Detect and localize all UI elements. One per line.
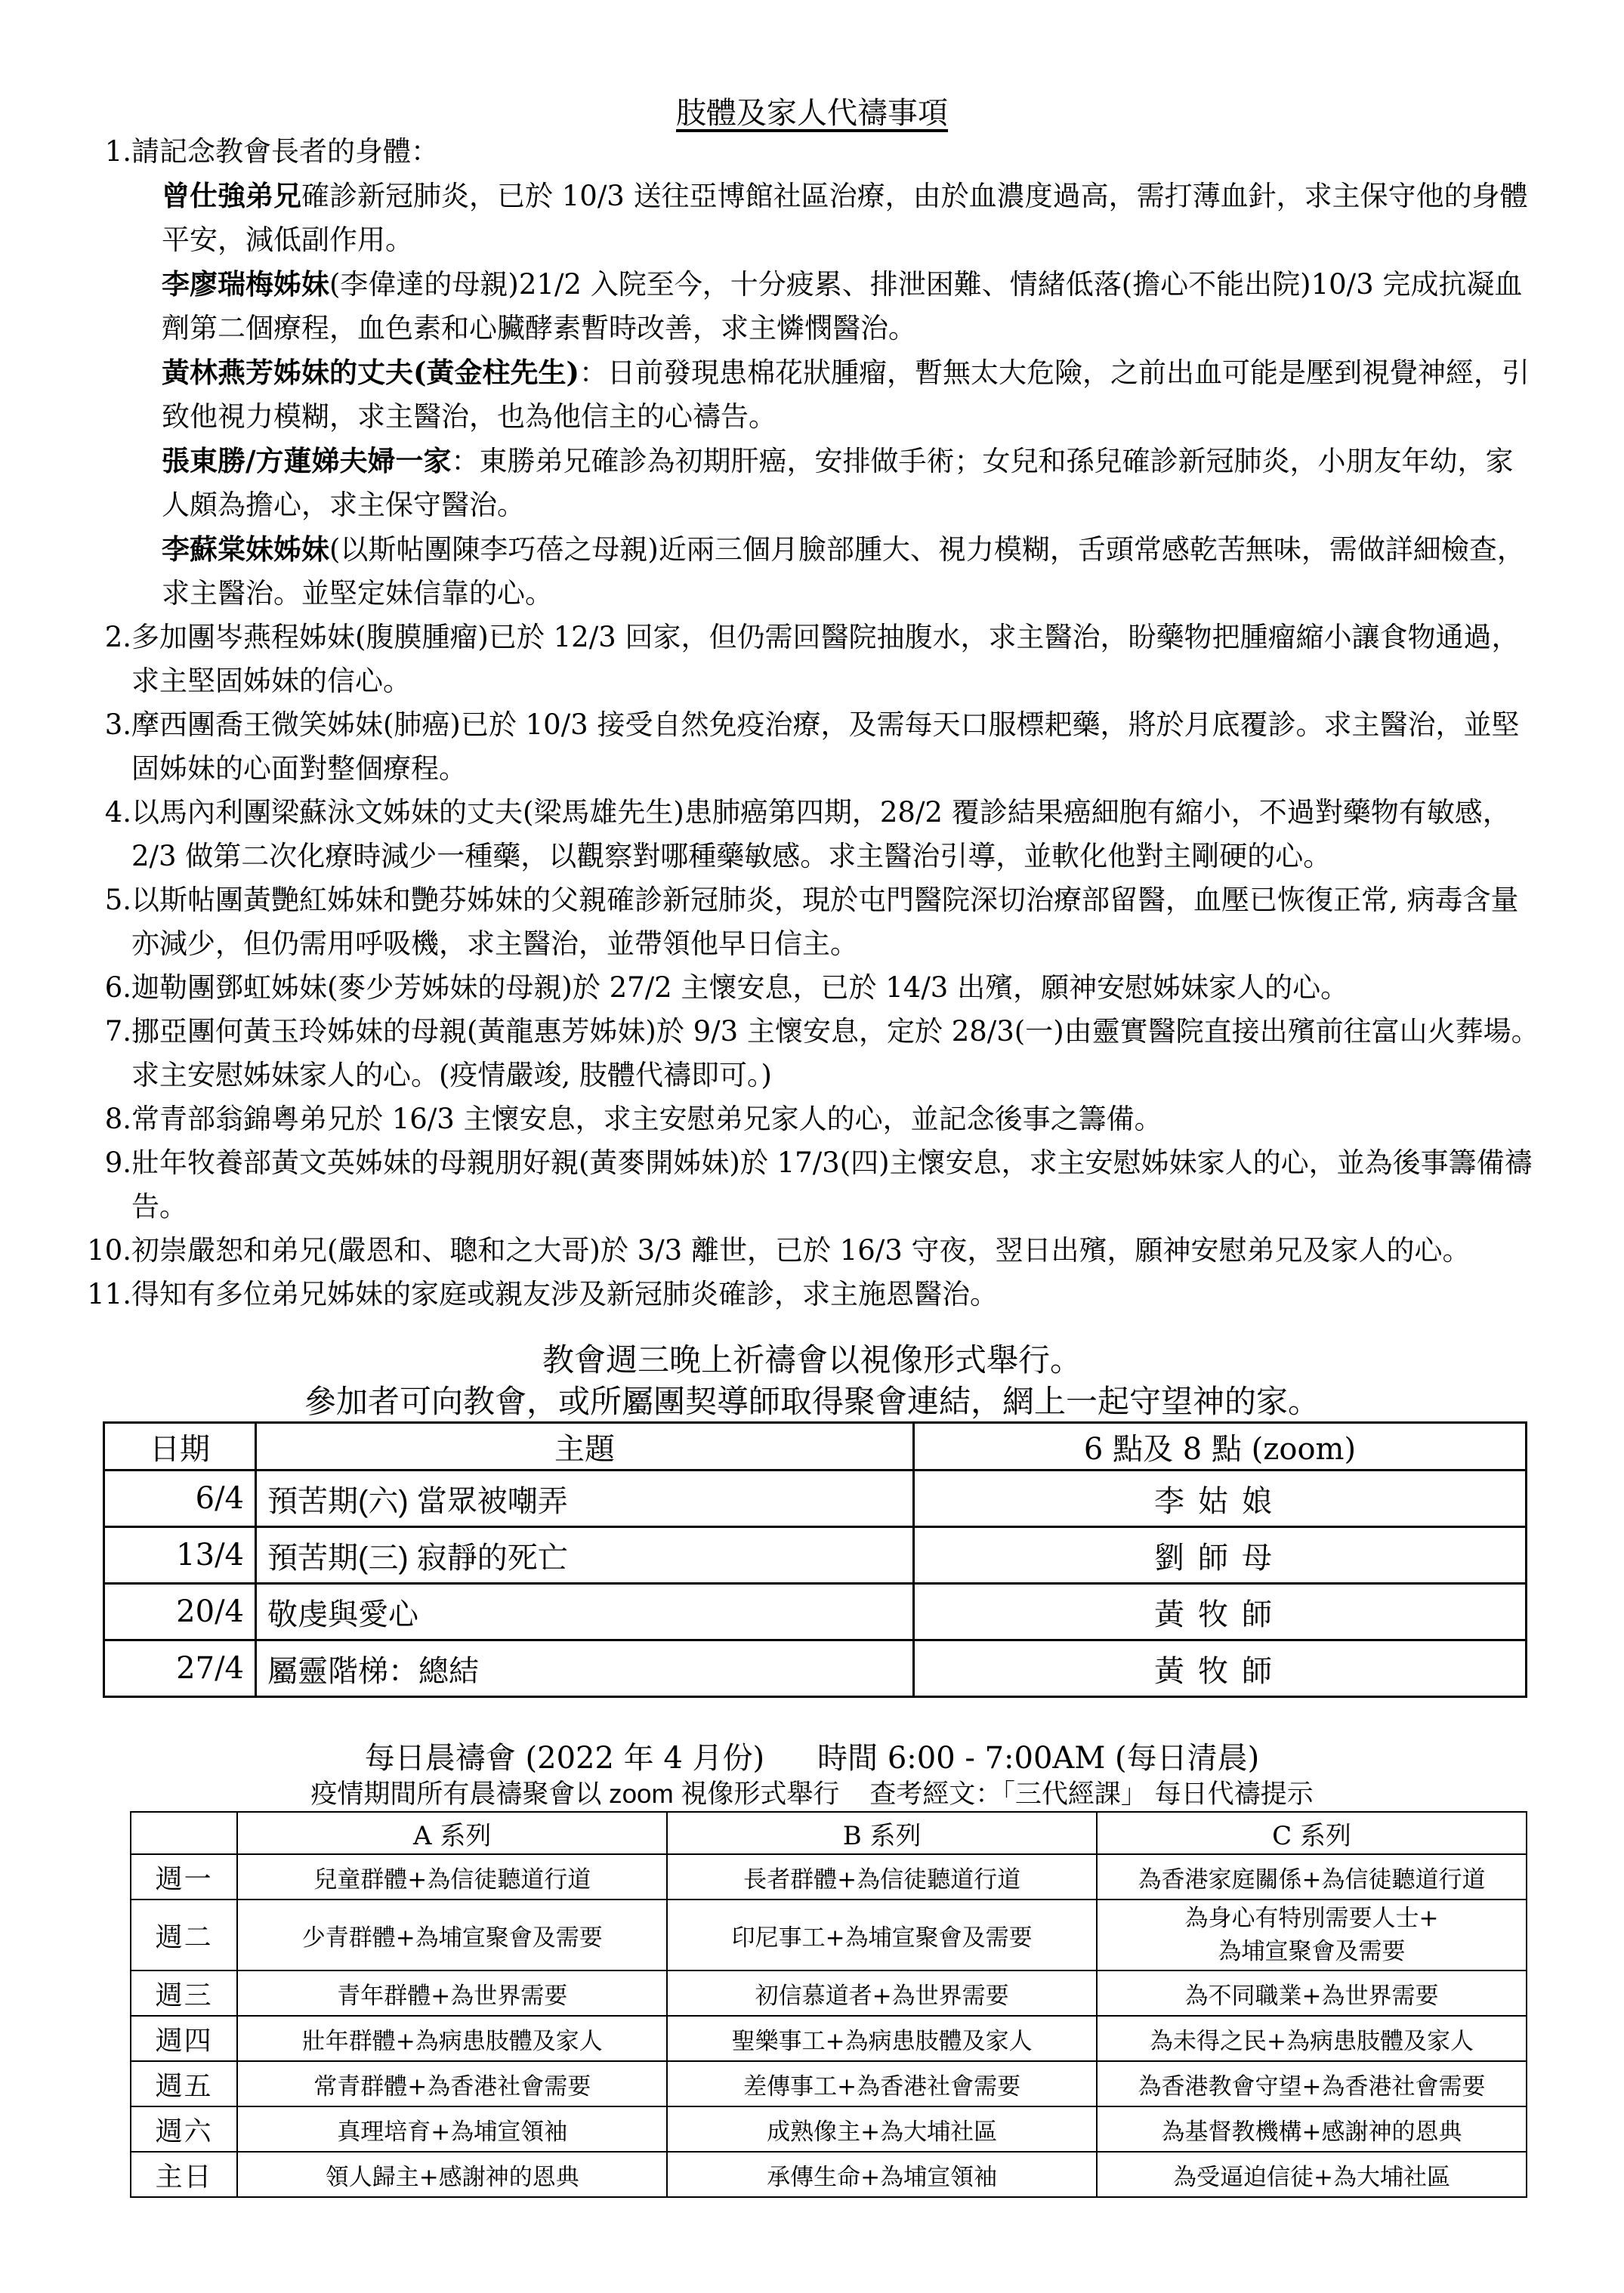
prayer-number: 7. [104,1015,131,1048]
header-series-b: B 系列 [667,1812,1097,1854]
row-series-a: 壯年群體+為病患肢體及家人 [237,2016,667,2061]
row-series-c: 為香港家庭關係+為信徒聽道行道 [1097,1854,1527,1900]
prayer-text: 摩西團喬王微笑姊妹(肺癌)已於 10/3 接受自然免疫治療，及需每天口服標耙藥，將於月底覆診。求主醫治，並堅固姊妹的心面對整個療程。 [131,708,1520,785]
morning-prayer-table [130,1811,1527,2198]
table-row [131,1900,1527,1970]
prayer-number: 6. [104,971,131,1004]
morning-prayer-subheading [0,1773,1624,1811]
row-host: 黃牧師 [914,1584,1527,1640]
row-topic: 預苦期(六) 當眾被嘲弄 [256,1471,914,1527]
prayer-text: 得知有多位弟兄姊妹的家庭或親友涉及新冠肺炎確診，求主施恩醫治。 [131,1278,998,1310]
prayer-name: 李蘇棠妹姊妹 [162,532,329,566]
row-series-c: 為香港教會守望+為香港社會需要 [1097,2061,1527,2106]
row-series-c: 為不同職業+為世界需要 [1097,1970,1527,2016]
row-day: 主日 [131,2152,237,2197]
morning-prayer-heading [0,1734,1624,1777]
row-series-b: 成熟像主+為大埔社區 [667,2106,1097,2152]
prayer-item [104,1141,1539,1229]
prayer-name: 李廖瑞梅姊妹 [162,267,329,301]
prayer-number: 10. [87,1234,131,1267]
row-series-a: 真理培育+為埔宣領袖 [237,2106,667,2152]
table-row [131,2152,1527,2197]
row-series-b: 差傳事工+為香港社會需要 [667,2061,1097,2106]
prayer-text: 常青部翁錦粵弟兄於 16/3 主懷安息，求主安慰弟兄家人的心，並記念後事之籌備。 [131,1103,1162,1135]
row-date: 27/4 [104,1640,256,1697]
prayer-subtext: (李偉達的母親)21/2 入院至今，十分疲累、排泄困難、情緒低落(擔心不能出院)10/3 完成抗凝血劑第二個療程，血色素和心臟酵素暫時改善，求主憐憫醫治。 [162,268,1523,344]
header-topic: 主題 [256,1423,914,1471]
prayer-number: 5. [104,884,131,916]
row-series-b: 長者群體+為信徒聽道行道 [667,1854,1097,1900]
row-series-b: 承傳生命+為埔宣領袖 [667,2152,1097,2197]
prayer-item [104,616,1539,703]
wednesday-notice-line2: 參加者可向教會，或所屬團契導師取得聚會連結，網上一起守望神的家。 [304,1384,1320,1419]
table-row [104,1584,1527,1640]
row-series-a: 少青群體+為埔宣聚會及需要 [237,1900,667,1970]
morning-title: 每日晨禱會 (2022 年 4 月份) [364,1741,765,1776]
header-blank [131,1812,237,1854]
prayer-number: 9. [104,1146,131,1179]
prayer-text: 以馬內利團梁蘇泳文姊妹的丈夫(梁馬雄先生)患肺癌第四期，28/2 覆診結果癌細胞有縮小，不過對藥物有敏感，2/3 做第二次化療時減少一種藥，以觀察對哪種藥敏感。求主醫治引導，並軟化他對主剛硬的心。 [131,796,1511,872]
header-series-c: C 系列 [1097,1812,1527,1854]
prayer-item [104,878,1539,966]
row-day: 週四 [131,2016,237,2061]
table-header-row [131,1812,1527,1854]
table-header-row [104,1423,1527,1471]
prayer-text: 多加團岑燕程姊妹(腹膜腫瘤)已於 12/3 回家，但仍需回醫院抽腹水，求主醫治，盼藥物把腫瘤縮小讓食物通過，求主堅固姊妹的信心。 [131,621,1520,697]
prayer-item [104,1097,1539,1141]
prayer-number: 3. [104,708,131,741]
prayer-name: 張東勝/方蓮娣夫婦一家 [162,444,452,477]
prayer-name: 曾仕強弟兄 [162,179,301,212]
prayer-text: 以斯帖團黃艷紅姊妹和艷芬姊妹的父親確診新冠肺炎，現於屯門醫院深切治療部留醫，血壓已恢復正常, 病毒含量亦減少，但仍需用呼吸機，求主醫治，並帶領他早日信主。 [131,884,1519,960]
prayer-number: 8. [104,1103,131,1135]
prayer-item [104,1010,1539,1097]
prayer-number: 1. [104,135,131,168]
table-row [104,1471,1527,1527]
prayer-text: 請記念教會長者的身體： [131,135,439,168]
prayer-number: 11. [87,1278,131,1310]
row-series-b: 印尼事工+為埔宣聚會及需要 [667,1900,1097,1970]
row-topic: 屬靈階梯：總結 [256,1640,914,1697]
prayer-item [87,1273,1539,1316]
row-day: 週六 [131,2106,237,2152]
page-title: 肢體及家人代禱事項 [676,97,948,130]
prayer-subtext: ：日前發現患棉花狀腫瘤，暫無太大危險，之前出血可能是壓到視覺神經，引致他視力模糊，求主醫治，也為他信主的心禱告。 [162,356,1530,433]
morning-reference: 查考經文：「三代經課」 每日代禱提示 [869,1779,1314,1809]
row-topic: 預苦期(三) 寂靜的死亡 [256,1527,914,1584]
prayer-subtext: ：東勝弟兄確診為初期肝癌，安排做手術；女兒和孫兒確診新冠肺炎，小朋友年幼，家人頗為擔心，求主保守醫治。 [162,445,1514,521]
prayer-text: 挪亞團何黃玉玲姊妹的母親(黃龍惠芳姊妹)於 9/3 主懷安息，定於 28/3(一)由靈實醫院直接出殯前往富山火葬場。求主安慰姊妹家人的心。(疫情嚴竣, 肢體代禱即可。) [131,1015,1539,1091]
row-date: 13/4 [104,1527,256,1584]
prayer-item [104,791,1539,878]
table-row [131,1970,1527,2016]
prayer-item [87,1229,1539,1273]
header-time: 6 點及 8 點 (zoom) [914,1423,1527,1471]
prayer-number: 2. [104,621,131,653]
row-day: 週三 [131,1970,237,2016]
prayer-subitem [131,350,1539,439]
table-row [131,2016,1527,2061]
header-series-a: A 系列 [237,1812,667,1854]
row-series-c: 為受逼迫信徒+為大埔社區 [1097,2152,1527,2197]
morning-note: 疫情期間所有晨禱聚會以 zoom 視像形式舉行 [310,1779,840,1809]
table-row [104,1527,1527,1584]
table-row [104,1640,1527,1697]
row-series-b: 聖樂事工+為病患肢體及家人 [667,2016,1097,2061]
prayer-item [104,703,1539,791]
prayer-list [87,130,1539,1316]
row-series-c: 為身心有特別需要人士+ 為埔宣聚會及需要 [1097,1900,1527,1970]
prayer-subitem [131,439,1539,527]
row-series-c: 為未得之民+為病患肢體及家人 [1097,2016,1527,2061]
prayer-subitem [131,174,1539,262]
row-host: 劉師母 [914,1527,1527,1584]
wednesday-notice-line1: 教會週三晚上祈禱會以視像形式舉行。 [542,1342,1082,1378]
wednesday-schedule-table [103,1421,1527,1698]
prayer-number: 4. [104,796,131,829]
row-series-b: 初信慕道者+為世界需要 [667,1970,1097,2016]
prayer-subtext: 確診新冠肺炎，已於 10/3 送往亞博館社區治療，由於血濃度過高，需打薄血針，求主保守他的身體平安，減低副作用。 [162,180,1528,256]
row-day: 週二 [131,1900,237,1970]
table-row [131,2106,1527,2152]
prayer-text: 初崇嚴恕和弟兄(嚴恩和、聰和之大哥)於 3/3 離世，已於 16/3 守夜，翌日出殯，願神安慰弟兄及家人的心。 [131,1234,1471,1267]
prayer-subtext: (以斯帖團陳李巧蓓之母親)近兩三個月臉部腫大、視力模糊，舌頭常感乾苦無味，需做詳細檢查，求主醫治。並堅定妹信靠的心。 [162,533,1525,610]
header-date: 日期 [104,1423,256,1471]
row-series-a: 領人歸主+感謝神的恩典 [237,2152,667,2197]
row-series-a: 青年群體+為世界需要 [237,1970,667,2016]
prayer-text: 壯年牧養部黃文英姊妹的母親朋好親(黃麥開姊妹)於 17/3(四)主懷安息，求主安慰姊妹家人的心，並為後事籌備禱告。 [131,1146,1533,1223]
row-series-a: 兒童群體+為信徒聽道行道 [237,1854,667,1900]
row-series-a: 常青群體+為香港社會需要 [237,2061,667,2106]
table-row [131,1854,1527,1900]
prayer-item [104,966,1539,1010]
prayer-item [104,130,1539,616]
row-host: 黃牧師 [914,1640,1527,1697]
table-row [131,2061,1527,2106]
row-day: 週五 [131,2061,237,2106]
prayer-text: 迦勒團鄧虹姊妹(麥少芳姊妹的母親)於 27/2 主懷安息，已於 14/3 出殯，願神安慰姊妹家人的心。 [131,971,1349,1004]
morning-time: 時間 6:00 - 7:00AM (每日清晨) [817,1741,1260,1776]
row-date: 6/4 [104,1471,256,1527]
row-date: 20/4 [104,1584,256,1640]
row-host: 李姑娘 [914,1471,1527,1527]
row-series-c: 為基督教機構+感謝神的恩典 [1097,2106,1527,2152]
row-topic: 敬虔與愛心 [256,1584,914,1640]
row-day: 週一 [131,1854,237,1900]
prayer-name: 黃林燕芳姊妹的丈夫(黃金柱先生) [162,356,580,389]
prayer-subitem [131,527,1539,616]
prayer-subitem [131,262,1539,350]
